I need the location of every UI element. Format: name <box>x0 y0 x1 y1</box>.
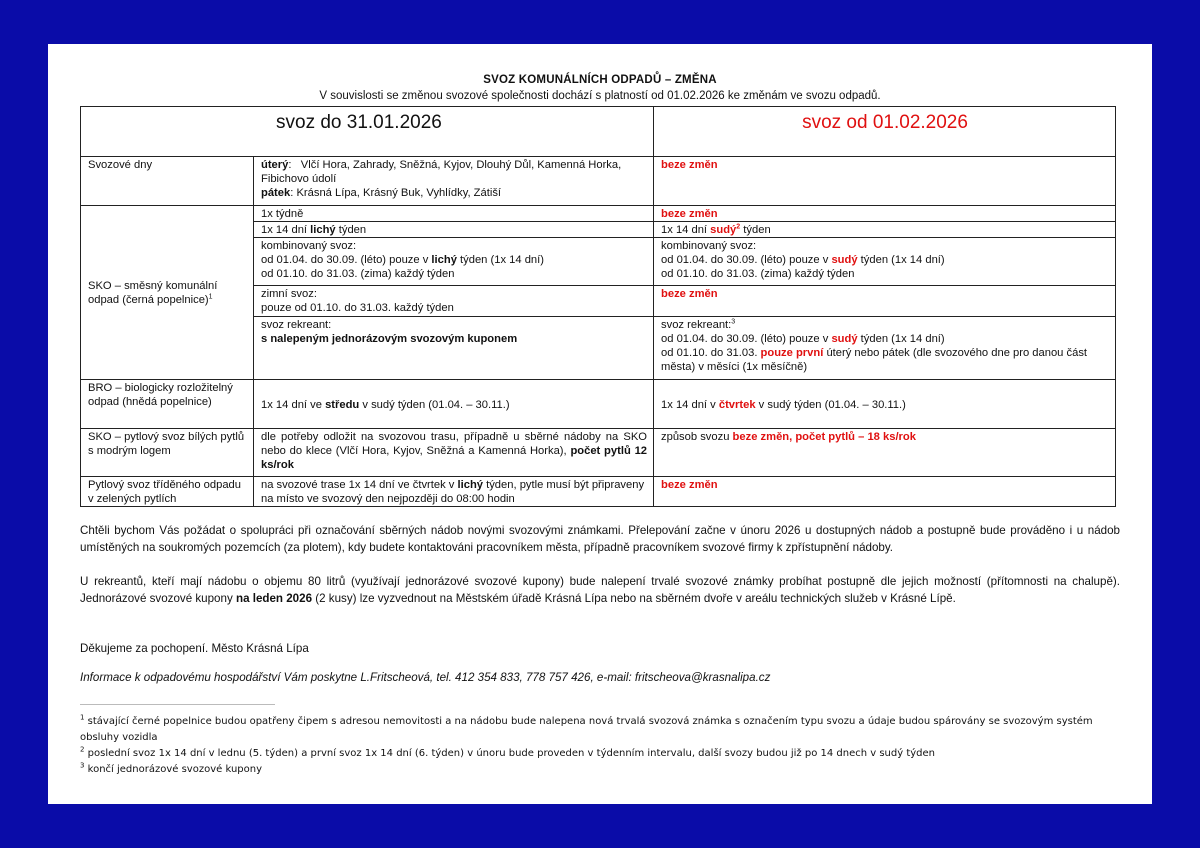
days-new-cell <box>654 157 1116 206</box>
row-label-bro: BRO – biologicky rozložitelný odpad (hnědá popelnice) <box>81 380 254 429</box>
sko-biweekly-new: 1x 14 dní sudý$^2$ týden <box>654 222 1116 238</box>
bro-old: 1x 14 dní ve středu v sudý týden (01.04. – 30.11.) <box>254 380 654 429</box>
header-new-schedule: svoz od 01.02.2026 <box>654 107 1116 157</box>
sorted-old: na svozové trase 1x 14 dní ve čtvrtek v lichý týden, pytle musí být připraveny na místo ve svozový den nejpozději do 08:00 hodin <box>254 477 654 507</box>
sko-rec-new: svoz rekreant:$^3$ od 01.04. do 30.09. (léto) pouze v sudý týden (1x 14 dní) od 01.10. do 31.03. pouze první úterý nebo pátek (dle svozového dne pro danou část města) v měsíci (1x měsíčně) <box>654 317 1116 380</box>
thanks-line: Děkujeme za pochopení. Město Krásná Lípa <box>80 642 309 655</box>
document-title: SVOZ KOMUNÁLNÍCH ODPADŮ – ZMĚNA <box>483 74 717 86</box>
footnote-1: $^1$ stávající černé popelnice budou opatřeny čipem s adresou nemovitosti a na nádobu bude nalepena nová trvalá svozová známka s označením typu svozu a údaje budou spárovány se svozovým systém obsluhy vozidla <box>80 713 1093 743</box>
sko-winter-old: zimní svoz: pouze od 01.10. do 31.03. každý týden <box>254 286 654 317</box>
table-header-row <box>81 107 1116 157</box>
no-change-days: beze změn <box>661 159 718 171</box>
sko-biweekly-old: 1x 14 dní lichý týden <box>254 222 654 238</box>
tuesday-label: úterý <box>261 159 289 171</box>
schedule-table <box>80 106 1116 507</box>
days-old-cell: úterý: Vlčí Hora, Zahrady, Sněžná, Kyjov, Dlouhý Důl, Kamenná Horka, Fibichovo údolí pátek: Krásná Lípa, Krásný Buk, Vyhlídky, Zátiší <box>254 157 654 206</box>
sko-combined-old: kombinovaný svoz: od 01.04. do 30.09. (léto) pouze v lichý týden (1x 14 dní) od 01.10. do 31.03. (zima) každý týden <box>254 238 654 286</box>
sko-weekly-old: 1x týdně <box>254 206 654 222</box>
table-row <box>81 206 1116 222</box>
tuesday-places: Vlčí Hora, Zahrady, Sněžná, Kyjov, Dlouhý Důl, Kamenná Horka, Fibichovo údolí <box>261 159 622 185</box>
table-row <box>81 477 1116 507</box>
footnotes <box>80 714 1120 778</box>
sko-winter-new: beze změn <box>654 286 1116 317</box>
paragraph-recreational: U rekreantů, kteří mají nádobu o objemu 80 litrů (využívají jednorázové svozové kupony) bude nalepení trvalé svozové známky probíhat postupně dle jejich možností (přítomnosti na chalupě). Jednorázové svozové kupony na leden 2026 (2 kusy) lze vyzvednout na Městském úřadě Krásná Lípa nebo na sběrném dvoře v areálu technických služeb v Krásné Lípě. <box>80 575 1120 605</box>
table-row <box>81 429 1116 477</box>
footnote-separator <box>80 704 275 705</box>
friday-label: pátek <box>261 187 291 199</box>
footnote-2: $^2$ poslední svoz 1x 14 dní v lednu (5. týden) a první svoz 1x 14 dní (6. týden) v únoru bude proveden v týdenním intervalu, další svozy budou již po 14 dnech v sudý týden <box>80 745 936 759</box>
document-subtitle: V souvislosti se změnou svozové společnosti dochází s platností od 01.02.2026 ke změnám ve svozu odpadů. <box>319 90 881 102</box>
table-row <box>81 157 1116 206</box>
sko-combined-new: kombinovaný svoz: od 01.04. do 30.09. (léto) pouze v sudý týden (1x 14 dní) od 01.10. do 31.03. (zima) každý týden <box>654 238 1116 286</box>
footnote-3: $^3$ končí jednorázové svozové kupony <box>80 761 262 775</box>
sko-rec-old: svoz rekreant: s nalepeným jednorázovým svozovým kuponem <box>254 317 654 380</box>
header-old-schedule: svoz do 31.01.2026 <box>81 107 654 157</box>
bags-new: způsob svozu beze změn, počet pytlů – 18 ks/rok <box>654 429 1116 477</box>
contact-info: Informace k odpadovému hospodářství Vám poskytne L.Fritscheová, tel. 412 354 833, 778 757 426, e-mail: fritscheova@krasnalipa.cz <box>80 671 771 684</box>
row-label-days: Svozové dny <box>81 157 254 206</box>
bro-new: 1x 14 dní v čtvrtek v sudý týden (01.04. – 30.11.) <box>654 380 1116 429</box>
document-page <box>48 44 1152 804</box>
sorted-new: beze změn <box>654 477 1116 507</box>
row-label-sorted: Pytlový svoz tříděného odpadu v zelených pytlích <box>81 477 254 507</box>
row-label-bags: SKO – pytlový svoz bílých pytlů s modrým logem <box>81 429 254 477</box>
row-label-sko: SKO – směsný komunální odpad (černá popelnice)$^1$ <box>81 206 254 380</box>
sko-weekly-new: beze změn <box>654 206 1116 222</box>
friday-places: Krásná Lípa, Krásný Buk, Vyhlídky, Zátiší <box>296 187 502 199</box>
paragraph-labels: Chtěli bychom Vás požádat o spolupráci při označování sběrných nádob novými svozovými známkami. Přelepování začne v únoru 2026 u dostupných nádob a postupně bude prováděno i u nádob umístěných na soukromých pozemcích (za plotem), kdy budete kontaktováni pracovníkem města, případně pracovníkem svozové firmy k zpřístupnění nádoby. <box>80 524 1120 554</box>
table-row <box>81 380 1116 429</box>
bags-old: dle potřeby odložit na svozovou trasu, případně u sběrné nádoby na SKO nebo do klece (Vlčí Hora, Kyjov, Sněžná a Kamenná Horka), počet pytlů 12 ks/rok <box>254 429 654 477</box>
